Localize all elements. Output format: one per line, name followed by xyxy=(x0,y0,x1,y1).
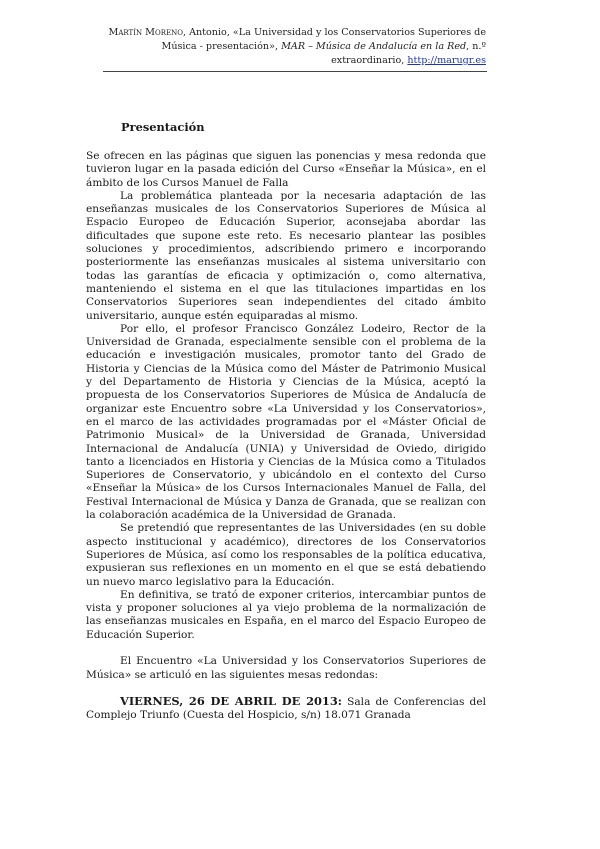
section-title: Presentación xyxy=(121,120,205,134)
session-venue: Sala de Conferencias del Complejo Triunfo (Cuesta del Hospicio, s/n) 18.071 Granada xyxy=(86,696,486,722)
running-header xyxy=(96,26,486,68)
header-divider xyxy=(103,71,487,72)
paragraph-6: El Encuentro «La Universidad y los Conservatorios Superiores de Música» se articuló en las siguientes mesas redondas: xyxy=(86,655,486,681)
header-citation-text: , Antonio, «La Universidad y los Conservatorios Superiores de Música - presentación», xyxy=(161,27,486,52)
header-journal-name: MAR – Música de Andalucía en la Red xyxy=(281,41,467,52)
header-author-surname: Martín Moreno xyxy=(108,27,183,38)
body-text xyxy=(86,150,486,723)
paragraph-2: La problemática planteada por la necesaria adaptación de las enseñanzas musicales de los Conservatorios Superiores de Música al Espacio Europeo de Educación Superior, aconsejaba abordar las dificultades que supone este reto. Es necesario plantear las posibles soluciones y procedimientos, adscribiendo primero e incorporando posteriormente las enseñanzas musicales al sistema universitario con todas las garantías de eficacia y optimización o, como alternativa, manteniendo el sistema en el que las titulaciones impartidas en los Conservatorios Superiores sean independientes del citado ámbito universitario, aunque estén equiparadas al mismo. xyxy=(86,189,486,322)
paragraph-5: En definitiva, se trató de exponer criterios, intercambiar puntos de vista y proponer soluciones al ya viejo problema de la normalización de las enseñanzas musicales en España, en el marco del Espacio Europeo de Educación Superior. xyxy=(86,588,486,641)
paragraph-1: Se ofrecen en las páginas que siguen las ponencias y mesa redonda que tuvieron lugar en la pasada edición del Curso «Enseñar la Música», en el ámbito de los Cursos Manuel de Falla xyxy=(86,150,486,189)
header-url-link[interactable]: http://marugr.es xyxy=(407,55,486,66)
paragraph-4: Se pretendió que representantes de las Universidades (en su doble aspecto institucional y académico), directores de los Conservatorios Superiores de Música, así como los responsables de la política educativa, expusieran sus reflexiones en un momento en el que se está debatiendo un nuevo marco legislativo para la Educación. xyxy=(86,522,486,588)
paragraph-7 xyxy=(86,695,486,723)
session-date: VIERNES, 26 DE ABRIL DE 2013: xyxy=(120,694,342,709)
paragraph-3: Por ello, el profesor Francisco González Lodeiro, Rector de la Universidad de Granada, especialmente sensible con el problema de la educación e investigación musicales, promotor tanto del Grado de Historia y Ciencias de la Música como del Máster de Patrimonio Musical y del Departamento de Historia y Ciencias de la Música, aceptó la propuesta de los Conservatorios Superiores de Música de Andalucía de organizar este Encuentro sobre «La Universidad y los Conservatorios», en el marco de las actividades programadas por el «Máster Oficial de Patrimonio Musical» de la Universidad de Granada, Universidad Internacional de Andalucía (UNIA) y Universidad de Oviedo, dirigido tanto a licenciados en Historia y Ciencias de la Música como a Titulados Superiores de Conservatorio, y ubicándolo en el contexto del Curso «Enseñar la Música» de los Cursos Internacionales Manuel de Falla, del Festival Internacional de Música y Danza de Granada, que se realizan con la colaboración académica de la Universidad de Granada. xyxy=(86,322,486,522)
header-issue: , n.º extraordinario, xyxy=(331,41,486,66)
